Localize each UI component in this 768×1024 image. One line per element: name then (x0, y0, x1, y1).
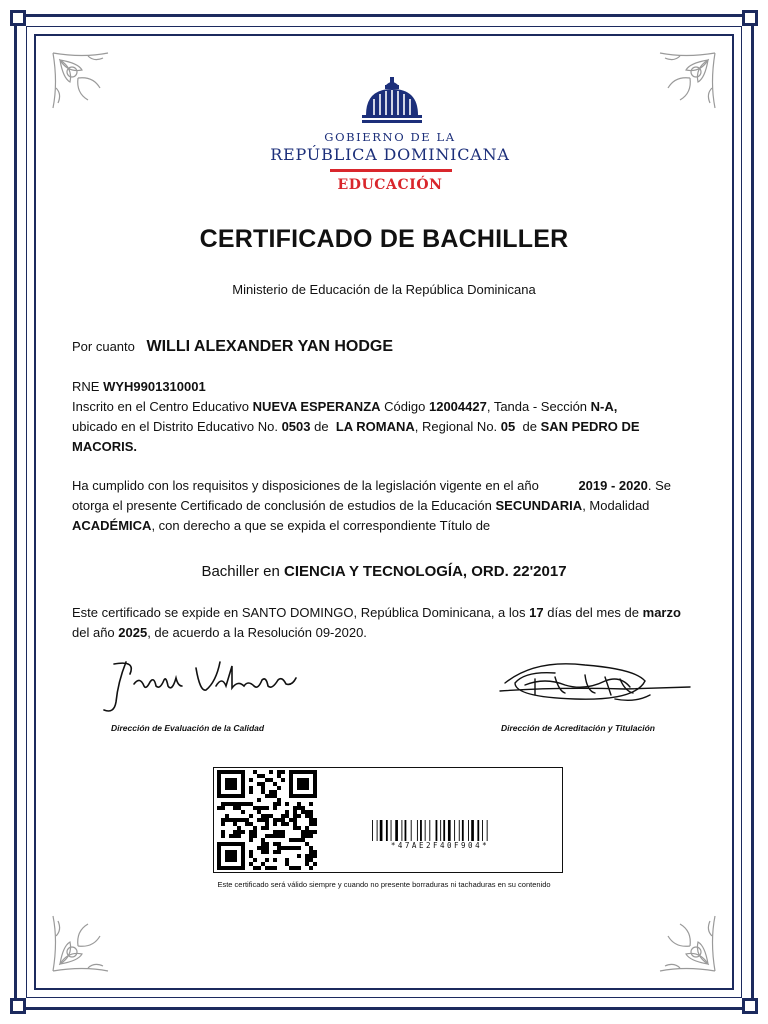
district-number: 0503 (281, 419, 311, 434)
right-signature-title: Dirección de Acreditación y Titulación (501, 723, 655, 733)
left-signature-title: Dirección de Evaluación de la Calidad (111, 723, 265, 733)
right-signature (495, 655, 695, 710)
regional-name: SAN PEDRO DE MACORIS. (72, 419, 640, 454)
barcode-icon (372, 820, 508, 841)
modality-value: ACADÉMICA (72, 518, 152, 533)
qr-code-icon (217, 770, 317, 870)
government-logo (240, 75, 540, 200)
issue-year: 2025 (118, 625, 148, 640)
corner-square-top-right (742, 10, 758, 26)
gov-line-2: REPÚBLICA DOMINICANA (270, 145, 510, 164)
certificate-title: CERTIFICADO DE BACHILLER (199, 225, 569, 253)
bachiller-mention: CIENCIA Y TECNOLOGÍA, ORD. 22'2017 (284, 563, 567, 580)
requirements-paragraph: Ha cumplido con los requisitos y disposiciones de la legislación vigente en el año 2019 - 2020. Se otorga el presente Certificado de conclusión de estudios de la Educación SECUNDARIA, Modalidad ACADÉMICA, con derecho a que se expida el correspondiente Título de (72, 478, 671, 533)
issue-paragraph: Este certificado se expide en SANTO DOMINGO, República Dominicana, a los 17 días del mes de marzo del año 2025, de acuerdo a la Resolución 09-2020. (72, 605, 681, 640)
corner-square-bottom-left (10, 998, 26, 1014)
issuer-line: Ministerio de Educación de la República Dominicana (232, 282, 536, 297)
gov-line-1: GOBIERNO DE LA (324, 130, 456, 144)
center-name: NUEVA ESPERANZA (252, 399, 381, 414)
capitol-dome-icon (360, 75, 424, 127)
ornament-top-left-icon (48, 48, 118, 118)
regional-number: 05 (500, 419, 516, 434)
logo-red-rule (330, 169, 452, 172)
district-line: ubicado en el Distrito Educativo No. 0503 de LA ROMANA, Regional No. 05 de SAN PEDRO DE MACORIS. (72, 419, 640, 454)
student-name: WILLI ALEXANDER YAN HODGE (146, 338, 394, 355)
por-cuanto-label: Por cuanto (72, 339, 135, 354)
ornament-bottom-right-icon (650, 906, 720, 976)
section-value: N-A, (590, 399, 618, 414)
corner-square-bottom-right (742, 998, 758, 1014)
ornament-bottom-left-icon (48, 906, 118, 976)
education-level: SECUNDARIA (495, 498, 583, 513)
recipient-line (72, 338, 393, 356)
district-name: LA ROMANA (335, 419, 415, 434)
corner-square-top-left (10, 10, 26, 26)
enrollment-paragraph (72, 377, 692, 457)
rne-line: RNE WYH9901310001 (72, 379, 206, 394)
bachiller-line (0, 563, 768, 580)
validity-note: Este certificado será válido siempre y cuando no presente borraduras ni tachaduras en su contenido (217, 880, 551, 889)
center-code: 12004427 (428, 399, 487, 414)
center-line: Inscrito en el Centro Educativo NUEVA ESPERANZA Código 12004427, Tanda - Sección N-A, (72, 399, 618, 414)
gov-line-3: EDUCACIÓN (337, 177, 443, 193)
issue-day: 17 (529, 605, 544, 620)
ornament-top-right-icon (650, 48, 720, 118)
barcode-text: *47AE2F40F904* (390, 841, 490, 850)
school-year: 2019 - 2020 (578, 478, 648, 493)
left-signature (96, 652, 316, 722)
bachiller-label: Bachiller en (201, 563, 280, 580)
issue-month: marzo (642, 605, 681, 620)
rne-value: WYH9901310001 (103, 379, 206, 394)
